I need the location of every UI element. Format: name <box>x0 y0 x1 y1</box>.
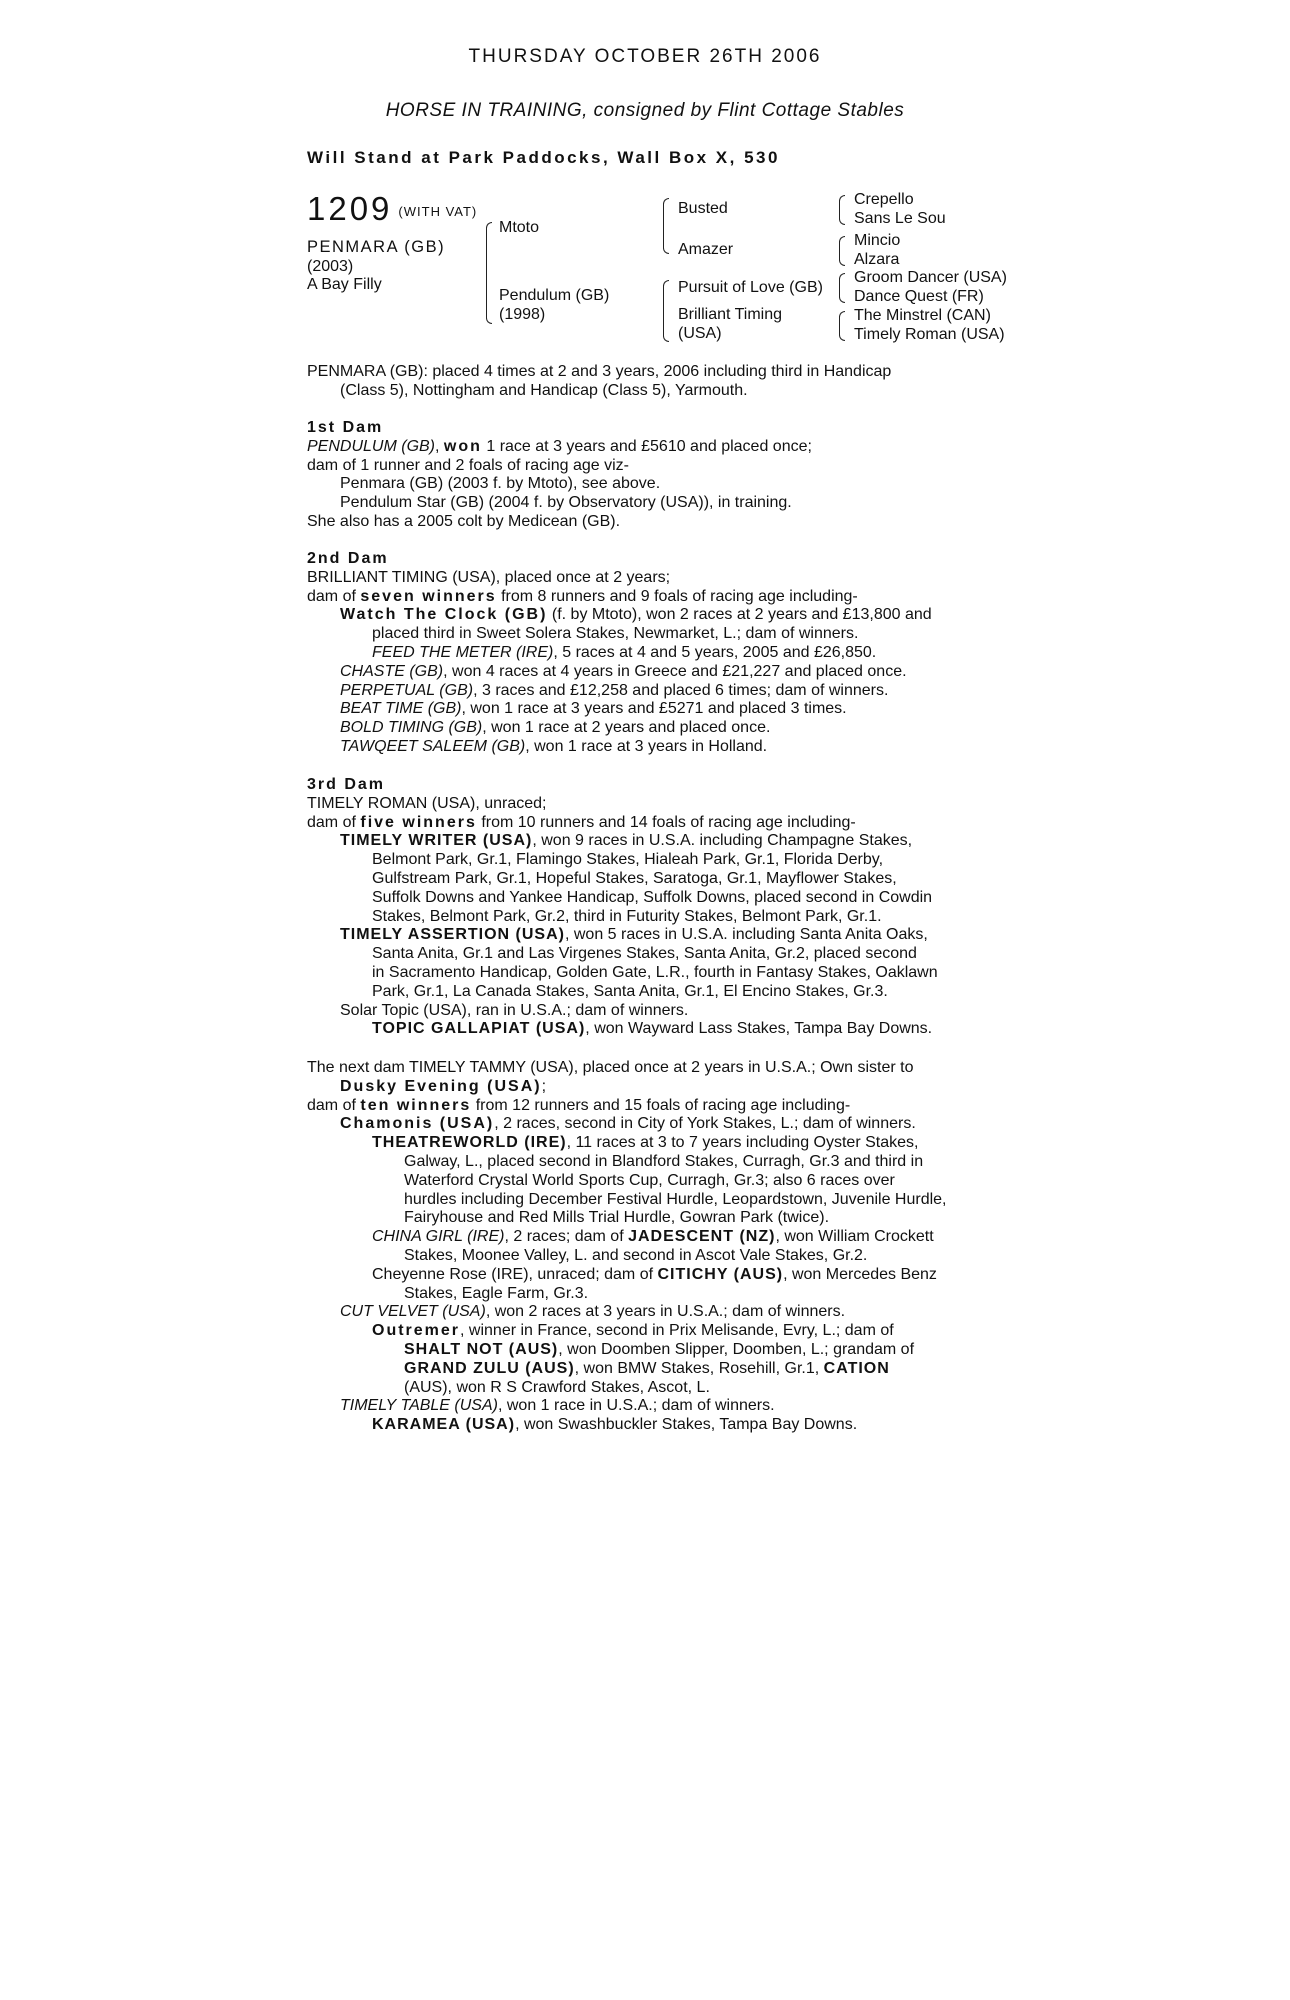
sire: Mtoto <box>499 219 540 236</box>
grandsire-3: Pursuit of Love (GB) <box>678 279 823 296</box>
lot-number: 1209 <box>307 190 393 227</box>
brace <box>663 280 669 342</box>
brace <box>839 195 845 225</box>
grandsire-1: Busted <box>678 200 728 217</box>
great-grandsire-2: Sans Le Sou <box>854 210 946 227</box>
great-grandsire-4: Alzara <box>854 251 900 268</box>
dam: Pendulum (GB) <box>499 287 610 304</box>
dam-year: (1998) <box>499 306 546 323</box>
brace <box>839 311 845 341</box>
great-grandsire-1: Crepello <box>854 191 914 208</box>
great-grandsire-7: The Minstrel (CAN) <box>854 307 991 324</box>
consignment-line: HORSE IN TRAINING, consigned by Flint Cottage Stables <box>385 100 905 121</box>
great-grandsire-3: Mincio <box>854 232 901 249</box>
second-dam-section: 2nd Dam BRILLIANT TIMING (USA), placed once at 2 years; dam of seven winners from 8 runners and 9 foals of racing age including- Watch The Clock (GB) (f. by Mtoto), won 2 races at 2 years and £13,800 and placed third in Sweet Solera Stakes, Newmarket, L.; dam of winners. FEED THE METER (IRE), 5 races at 4 and 5 years, 2005 and £26,850. CHASTE (GB), won 4 races at 4 years in Greece and £21,227 and placed once. PERPETUAL (GB), 3 races and £12,258 and placed 6 times; dam of winners. BEAT TIME (GB), won 1 race at 3 years and £5271 and placed 3 times. BOLD TIMING (GB), won 1 race at 2 years and placed once. TAWQEET SALEEM (GB), won 1 race at 3 years in Holland. <box>307 550 1007 757</box>
racing-summary: PENMARA (GB): placed 4 times at 2 and 3 years, 2006 including third in Handicap (Class 5), Nottingham and Handicap (Class 5), Yarmouth. <box>307 363 892 399</box>
sale-date: THURSDAY OCTOBER 26TH 2006 <box>468 46 822 67</box>
lot-number-block <box>307 190 477 228</box>
third-dam-section: 3rd Dam TIMELY ROMAN (USA), unraced; dam of five winners from 10 runners and 14 foals of racing age including- TIMELY WRITER (USA), won 9 races in U.S.A. including Champagne Stakes, Belmont Park, Gr.1, Flamingo Stakes, Hialeah Park, Gr.1, Florida Derby, Gulfstream Park, Gr.1, Hopeful Stakes, Saratoga, Gr.1, Mayflower Stakes, Suffolk Downs and Yankee Handicap, Suffolk Downs, placed second in Cowdin Stakes, Belmont Park, Gr.2, third in Futurity Stakes, Belmont Park, Gr.1. TIMELY ASSERTION (USA), won 5 races in U.S.A. including Santa Anita Oaks, Santa Anita, Gr.1 and Las Virgenes Stakes, Santa Anita, Gr.2, placed second in Sacramento Handicap, Golden Gate, L.R., fourth in Fantasy Stakes, Oaklawn Park, Gr.1, La Canada Stakes, Santa Anita, Gr.1, El Encino Stakes, Gr.3. Solar Topic (USA), ran in U.S.A.; dam of winners. TOPIC GALLAPIAT (USA), won Wayward Lass Stakes, Tampa Bay Downs. <box>307 776 1007 1039</box>
great-grandsire-6: Dance Quest (FR) <box>854 288 984 305</box>
grandsire-2: Amazer <box>678 241 734 258</box>
grandsire-4: Brilliant Timing <box>678 306 783 323</box>
brace <box>663 198 669 254</box>
section-heading: 1st Dam <box>307 419 384 436</box>
brace <box>839 236 845 266</box>
stand-location: Will Stand at Park Paddocks, Wall Box X, 530 <box>307 148 780 167</box>
section-heading: 2nd Dam <box>307 550 389 567</box>
horse-name: PENMARA (GB) <box>307 238 446 256</box>
section-heading: 3rd Dam <box>307 776 386 793</box>
horse-description: A Bay Filly <box>307 276 382 293</box>
horse-year: (2003) <box>307 258 354 275</box>
vat-note: (WITH VAT) <box>398 203 478 219</box>
first-dam-section: 1st Dam PENDULUM (GB), won 1 race at 3 years and £5610 and placed once; dam of 1 runner and 2 foals of racing age viz- Penmara (GB) (2003 f. by Mtoto), see above. Pendulum Star (GB) (2004 f. by Observatory (USA)), in training. She also has a 2005 colt by Medicean (GB). <box>307 419 1007 532</box>
great-grandsire-8: Timely Roman (USA) <box>854 326 1005 343</box>
brace <box>486 222 492 324</box>
brace <box>839 273 845 303</box>
grandsire-4b: (USA) <box>678 325 722 342</box>
next-dam-section: The next dam TIMELY TAMMY (USA), placed once at 2 years in U.S.A.; Own sister to Dusky Evening (USA); dam of ten winners from 12 runners and 15 foals of racing age including- Chamonis (USA), 2 races, second in City of York Stakes, L.; dam of winners. THEATREWORLD (IRE), 11 races at 3 to 7 years including Oyster Stakes, Galway, L., placed second in Blandford Stakes, Curragh, Gr.3 and third in Waterford Crystal World Sports Cup, Curragh, Gr.3; also 6 races over hurdles including December Festival Hurdle, Leopardstown, Juvenile Hurdle, Fairyhouse and Red Mills Trial Hurdle, Gowran Park (twice). CHINA GIRL (IRE), 2 races; dam of JADESCENT (NZ), won William Crockett Stakes, Moonee Valley, L. and second in Ascot Vale Stakes, Gr.2. Cheyenne Rose (IRE), unraced; dam of CITICHY (AUS), won Mercedes Benz Stakes, Eagle Farm, Gr.3. CUT VELVET (USA), won 2 races at 3 years in U.S.A.; dam of winners. Outremer, winner in France, second in Prix Melisande, Evry, L.; dam of SHALT NOT (AUS), won Doomben Slipper, Doomben, L.; grandam of GRAND ZULU (AUS), won BMW Stakes, Rosehill, Gr.1, CATION (AUS), won R S Crawford Stakes, Ascot, L. TIMELY TABLE (USA), won 1 race in U.S.A.; dam of winners. KARAMEA (USA), won Swashbuckler Stakes, Tampa Bay Downs. <box>307 1059 947 1434</box>
great-grandsire-5: Groom Dancer (USA) <box>854 269 1007 286</box>
